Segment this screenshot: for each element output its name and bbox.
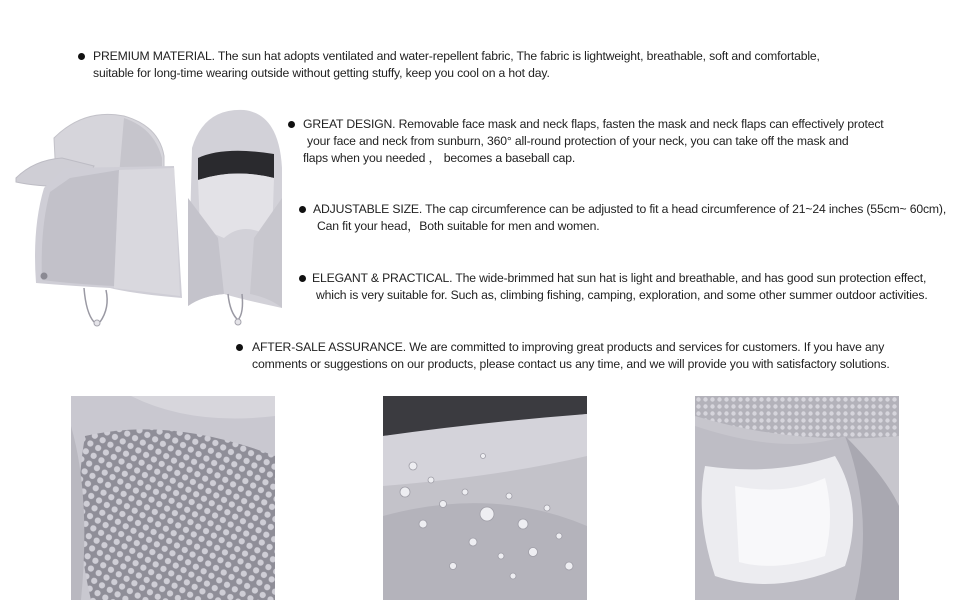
- bullet-icon: [299, 275, 306, 282]
- hat-side-view-image: [14, 108, 186, 330]
- bullet-icon: [236, 344, 243, 351]
- feature-line: AFTER-SALE ASSURANCE. We are committed to improving great products and services for customers. If you have any: [252, 340, 885, 354]
- mesh-detail-image: [71, 396, 275, 600]
- bullet-icon: [78, 53, 85, 60]
- feature-premium-material: [78, 48, 820, 82]
- feature-adjustable-size: [299, 201, 946, 235]
- inner-fabric-detail-image: [695, 396, 899, 600]
- feature-line: suitable for long-time wearing outside without getting stuffy, keep you cool on a hot day.: [93, 66, 550, 80]
- feature-after-sale-assurance: [236, 339, 890, 373]
- feature-line: flaps when you needed ， becomes a baseball cap.: [303, 151, 576, 165]
- bullet-icon: [288, 121, 295, 128]
- feature-line: comments or suggestions on our products, please contact us any time, and we will provide you with satisfactory solutions.: [252, 357, 890, 371]
- feature-line: ADJUSTABLE SIZE. The cap circumference can be adjusted to fit a head circumference of 21~24 inches (55cm~ 60cm),: [313, 202, 947, 216]
- feature-line: ELEGANT & PRACTICAL. The wide-brimmed hat sun hat is light and breathable, and has good sun protection effect,: [312, 271, 927, 285]
- water-drops-detail-image: [383, 396, 587, 600]
- feature-line: GREAT DESIGN. Removable face mask and neck flaps, fasten the mask and neck flaps can effectively protect: [303, 117, 884, 131]
- feature-line: PREMIUM MATERIAL. The sun hat adopts ventilated and water-repellent fabric, The fabric is lightweight, breathable, soft and comfortable,: [93, 49, 820, 63]
- bullet-icon: [299, 206, 306, 213]
- feature-line: Can fit your head，Both suitable for men and women.: [317, 219, 600, 233]
- feature-line: your face and neck from sunburn, 360° all-round protection of your neck, you can take off the mask and: [307, 134, 849, 148]
- feature-great-design: [288, 116, 884, 167]
- hat-front-view-image: [184, 108, 284, 330]
- feature-elegant-practical: [299, 270, 928, 304]
- feature-line: which is very suitable for. Such as, climbing fishing, camping, exploration, and some other summer outdoor activities.: [316, 288, 928, 302]
